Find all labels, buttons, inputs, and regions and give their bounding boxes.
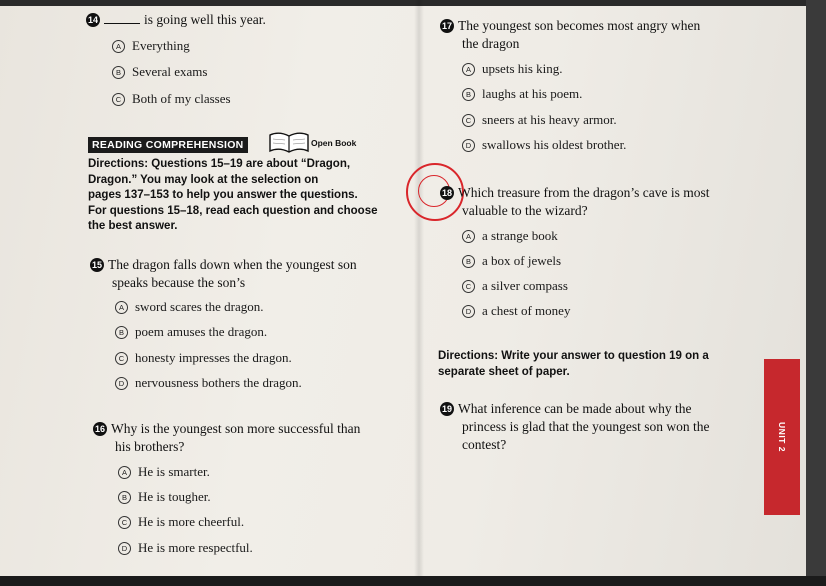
q17-option-b[interactable]: B laughs at his poem.	[462, 86, 582, 102]
q17-option-a[interactable]: A upsets his king.	[462, 61, 563, 77]
q16-option-c[interactable]: C He is more cheerful.	[118, 514, 244, 530]
q16-option-a[interactable]: A He is smarter.	[118, 464, 210, 480]
q14-option-a[interactable]: A Everything	[112, 38, 190, 54]
bubble-d[interactable]: D	[118, 542, 131, 555]
bubble-d[interactable]: D	[462, 139, 475, 152]
q15-option-a[interactable]: A sword scares the dragon.	[115, 299, 264, 315]
q15-option-d[interactable]: D nervousness bothers the dragon.	[115, 375, 302, 391]
open-book-icon	[268, 130, 310, 154]
bubble-b[interactable]: B	[118, 491, 131, 504]
q15-stem: 15 The dragon falls down when the youngest son speaks because the son’s	[91, 257, 357, 290]
page-fold	[414, 0, 424, 586]
bubble-a[interactable]: A	[115, 301, 128, 314]
q18-stem: 18 Which treasure from the dragon’s cave is most valuable to the wizard?	[441, 185, 710, 218]
bubble-c[interactable]: C	[115, 352, 128, 365]
q17-option-d[interactable]: D swallows his oldest brother.	[462, 137, 626, 153]
bubble-d[interactable]: D	[462, 305, 475, 318]
q19-number: 19	[441, 404, 452, 414]
q18-number: 18	[441, 188, 452, 198]
bubble-a[interactable]: A	[118, 466, 131, 479]
bubble-b[interactable]: B	[462, 255, 475, 268]
bubble-d[interactable]: D	[115, 377, 128, 390]
bubble-c[interactable]: C	[112, 93, 125, 106]
bubble-c[interactable]: C	[118, 516, 131, 529]
q18-option-d[interactable]: D a chest of money	[462, 303, 570, 319]
reading-directions: Directions: Questions 15–19 are about “Dragon, Dragon.” You may look at the selection on pages 137–153 to help you answer the questions. For questions 15–18, read each question and choose the best answer.	[88, 158, 378, 232]
reading-comprehension-header: READING COMPREHENSION	[88, 137, 248, 153]
q14-option-c[interactable]: C Both of my classes	[112, 91, 231, 107]
q19-stem: 19 What inference can be made about why the princess is glad that the youngest son won the contest?	[441, 401, 710, 452]
q17-stem: 17 The youngest son becomes most angry when the dragon	[441, 18, 701, 51]
q18-option-c[interactable]: C a silver compass	[462, 278, 568, 294]
bubble-c[interactable]: C	[462, 114, 475, 127]
bubble-c[interactable]: C	[462, 280, 475, 293]
page-edge-top	[0, 0, 826, 6]
q14-option-b[interactable]: B Several exams	[112, 64, 207, 80]
q14-stem: 14 is going well this year.	[87, 12, 266, 27]
q17-option-c[interactable]: C sneers at his heavy armor.	[462, 112, 617, 128]
bubble-b[interactable]: B	[462, 88, 475, 101]
q15-option-c[interactable]: C honesty impresses the dragon.	[115, 350, 292, 366]
q15-number: 15	[91, 260, 102, 270]
q16-option-d[interactable]: D He is more respectful.	[118, 540, 253, 556]
directions-label: Directions:	[438, 350, 499, 362]
q16-number: 16	[94, 424, 105, 434]
q18-option-b[interactable]: B a box of jewels	[462, 253, 561, 269]
q15-option-b[interactable]: B poem amuses the dragon.	[115, 324, 267, 340]
q18-option-a[interactable]: A a strange book	[462, 228, 558, 244]
directions-label: Directions:	[88, 158, 149, 170]
q14-number: 14	[87, 15, 98, 25]
bubble-a[interactable]: A	[112, 40, 125, 53]
bubble-a[interactable]: A	[462, 63, 475, 76]
bubble-b[interactable]: B	[115, 326, 128, 339]
q16-stem: 16 Why is the youngest son more successful than his brothers?	[94, 421, 361, 454]
q19-directions: Directions: Write your answer to question 19 on a separate sheet of paper.	[438, 350, 709, 378]
page-edge-bottom	[0, 576, 826, 586]
q16-option-b[interactable]: B He is tougher.	[118, 489, 211, 505]
open-book-label: Open Book	[311, 138, 357, 148]
unit-tab-label: UNIT 2	[777, 422, 787, 452]
q17-number: 17	[441, 21, 452, 31]
bubble-a[interactable]: A	[462, 230, 475, 243]
q14-blank	[104, 12, 140, 24]
unit-tab	[764, 359, 800, 515]
bubble-b[interactable]: B	[112, 66, 125, 79]
page-edge-right	[806, 0, 826, 586]
